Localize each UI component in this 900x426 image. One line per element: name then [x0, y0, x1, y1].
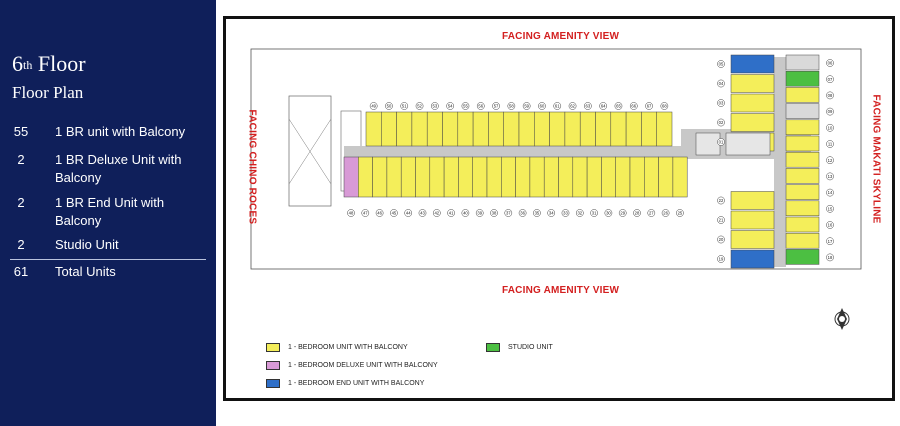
svg-text:01: 01 [718, 139, 724, 145]
unit-number-tag [676, 209, 683, 216]
unit-number-tag [662, 209, 669, 216]
unit-1br [373, 157, 387, 197]
unit-number-tag [826, 205, 833, 212]
svg-text:25: 25 [677, 210, 683, 216]
unit-1br [427, 112, 442, 146]
unit-number-tag [645, 102, 652, 109]
svg-text:60: 60 [539, 103, 545, 109]
svg-text:42: 42 [434, 210, 440, 216]
svg-text:33: 33 [563, 210, 568, 216]
unit-number-tag [447, 102, 454, 109]
unit-number-tag [476, 209, 483, 216]
floor-title: 6th Floor [12, 51, 86, 76]
stat-label: 1 BR unit with Balcony [55, 124, 186, 139]
unit-number-tag [717, 236, 724, 243]
unit-number-tag [648, 209, 655, 216]
unit-number-tag [826, 76, 833, 83]
svg-text:26: 26 [663, 210, 668, 216]
svg-text:15: 15 [827, 206, 833, 212]
unit-1br [731, 114, 774, 132]
unit-1br [565, 112, 580, 146]
unit-number-tag [619, 209, 626, 216]
unit-number-tag [576, 209, 583, 216]
unit-1br [731, 211, 774, 229]
svg-text:35: 35 [534, 210, 540, 216]
svg-text:22: 22 [718, 198, 724, 204]
unit-1br [458, 112, 473, 146]
unit-number-tag [554, 102, 561, 109]
svg-text:20: 20 [718, 237, 724, 243]
unit-number-tag [385, 102, 392, 109]
unit-1br [430, 157, 444, 197]
unit-1br [544, 157, 558, 197]
stat-label: 1 BR End Unit with Balcony [55, 195, 165, 228]
unit-1br [616, 157, 630, 197]
unit-1br [786, 185, 819, 200]
legend-label: 1 - BEDROOM END UNIT WITH BALCONY [288, 380, 425, 387]
svg-text:17: 17 [827, 238, 833, 244]
unit-number-tag [584, 102, 591, 109]
svg-text:64: 64 [600, 103, 606, 109]
unit-number-tag [717, 255, 724, 262]
svg-text:53: 53 [432, 103, 438, 109]
unit-number-tag [717, 60, 724, 67]
legend-label: STUDIO UNIT [508, 344, 553, 351]
legend-swatch [486, 343, 500, 352]
unit-number-tag [826, 254, 833, 261]
svg-text:29: 29 [620, 210, 626, 216]
facing-top-label: FACING AMENITY VIEW [502, 31, 620, 42]
unit-1br [611, 112, 626, 146]
floor-plan-drawing [226, 19, 892, 398]
stat-label: 1 BR Deluxe Unit with Balcony [55, 152, 182, 185]
unit-1br [501, 157, 515, 197]
unit-1br [519, 112, 534, 146]
svg-text:61: 61 [554, 103, 560, 109]
svg-text:04: 04 [718, 81, 724, 87]
unit-number-tag [569, 102, 576, 109]
unit-number-tag [633, 209, 640, 216]
unit-1br [573, 157, 587, 197]
svg-text:37: 37 [505, 210, 511, 216]
unit-1br [559, 157, 573, 197]
unit-1br [786, 217, 819, 232]
unit-1br [587, 157, 601, 197]
unit-number-tag [548, 209, 555, 216]
svg-text:47: 47 [362, 210, 368, 216]
unit-end [731, 250, 774, 268]
unit-number-tag [416, 102, 423, 109]
unit-1br [488, 112, 503, 146]
svg-text:67: 67 [646, 103, 652, 109]
unit-number-tag [630, 102, 637, 109]
svg-text:46: 46 [377, 210, 382, 216]
svg-text:45: 45 [391, 210, 397, 216]
left-panel [0, 0, 216, 426]
svg-text:39: 39 [477, 210, 483, 216]
svg-text:41: 41 [448, 210, 454, 216]
unit-1br [731, 231, 774, 249]
unit-number-tag [538, 102, 545, 109]
unit-number-tag [615, 102, 622, 109]
svg-text:56: 56 [478, 103, 484, 109]
stat-count: 2 [17, 195, 25, 210]
legend-swatch [266, 361, 280, 370]
svg-text:66: 66 [631, 103, 637, 109]
svg-text:34: 34 [548, 210, 554, 216]
unit-1br [516, 157, 530, 197]
unit-1br [673, 157, 687, 197]
svg-text:32: 32 [577, 210, 583, 216]
svg-text:57: 57 [493, 103, 499, 109]
unit-1br [487, 157, 501, 197]
unit-deluxe [344, 157, 358, 197]
svg-text:54: 54 [447, 103, 453, 109]
svg-text:07: 07 [827, 76, 833, 82]
svg-text:05: 05 [718, 61, 724, 67]
unit-number-tag [533, 209, 540, 216]
legend-label: 1 - BEDROOM DELUXE UNIT WITH BALCONY [288, 362, 438, 369]
svg-text:08: 08 [827, 93, 833, 98]
svg-text:10: 10 [827, 125, 833, 131]
unit-number-tag [477, 102, 484, 109]
unit-number-tag [490, 209, 497, 216]
svg-text:13: 13 [827, 174, 833, 179]
unit-1br [644, 157, 658, 197]
unit-1br [731, 75, 774, 93]
svg-text:59: 59 [524, 103, 529, 109]
unit-1br [473, 112, 488, 146]
unit-number-tag [826, 157, 833, 164]
svg-text:06: 06 [827, 60, 833, 66]
svg-text:48: 48 [348, 210, 354, 216]
svg-text:14: 14 [827, 190, 833, 196]
facing-right-label: FACING MAKATI SKYLINE [870, 94, 882, 224]
unit-number-tag [826, 108, 833, 115]
unit-number-tag [717, 99, 724, 106]
floor-subtitle: Floor Plan [12, 83, 84, 102]
unit-1br [443, 112, 458, 146]
unit-1br [731, 94, 774, 112]
service-room [786, 55, 819, 70]
stat-count: 2 [17, 237, 25, 252]
unit-1br [530, 157, 544, 197]
unit-number-tag [519, 209, 526, 216]
svg-text:16: 16 [827, 222, 833, 228]
svg-text:40: 40 [463, 210, 468, 216]
unit-1br [786, 168, 819, 183]
unit-end [731, 55, 774, 73]
unit-1br [630, 157, 644, 197]
unit-1br [731, 192, 774, 210]
unit-number-tag [661, 102, 668, 109]
svg-text:18: 18 [827, 255, 833, 260]
unit-number-tag [826, 173, 833, 180]
unit-1br [381, 112, 396, 146]
svg-text:38: 38 [491, 210, 497, 216]
unit-1br [550, 112, 565, 146]
unit-1br [580, 112, 595, 146]
unit-number-tag [826, 140, 833, 147]
unit-studio [786, 71, 819, 86]
unit-1br [387, 157, 401, 197]
unit-number-tag [376, 209, 383, 216]
units-layer [344, 55, 819, 268]
unit-number-tag [717, 216, 724, 223]
corridor [344, 146, 704, 157]
elevator-core [696, 133, 720, 155]
svg-text:27: 27 [648, 210, 654, 216]
unit-number-tag [419, 209, 426, 216]
unit-number-tag [826, 124, 833, 131]
unit-1br [657, 112, 672, 146]
unit-number-tag [826, 221, 833, 228]
facing-bottom-label: FACING AMENITY VIEW [502, 285, 620, 296]
svg-text:31: 31 [591, 210, 597, 216]
stat-label: Studio Unit [55, 237, 119, 252]
unit-number-tag [505, 209, 512, 216]
svg-text:50: 50 [386, 103, 392, 109]
unit-number-tag [370, 102, 377, 109]
stat-count: 55 [13, 124, 29, 139]
svg-text:68: 68 [662, 103, 667, 109]
unit-number-tag [492, 102, 499, 109]
unit-1br [458, 157, 472, 197]
svg-text:62: 62 [570, 103, 575, 109]
unit-1br [786, 136, 819, 151]
svg-text:49: 49 [371, 103, 376, 109]
unit-number-tag [562, 209, 569, 216]
unit-1br [401, 157, 415, 197]
unit-number-tag [717, 138, 724, 145]
unit-1br [626, 112, 641, 146]
unit-number-tag [717, 80, 724, 87]
unit-1br [416, 157, 430, 197]
unit-1br [786, 233, 819, 248]
unit-1br [659, 157, 673, 197]
unit-number-tag [431, 102, 438, 109]
unit-number-tag [591, 209, 598, 216]
unit-number-tag [390, 209, 397, 216]
unit-number-tag [347, 209, 354, 216]
total-count: 61 [13, 264, 29, 279]
unit-1br [601, 157, 615, 197]
svg-text:65: 65 [616, 103, 621, 109]
svg-text:44: 44 [405, 210, 411, 216]
unit-number-tag [508, 102, 515, 109]
unit-1br [444, 157, 458, 197]
unit-number-tag [826, 238, 833, 245]
svg-text:12: 12 [827, 157, 833, 163]
svg-text:11: 11 [827, 141, 833, 147]
svg-text:02: 02 [718, 120, 724, 126]
legend-label: 1 - BEDROOM UNIT WITH BALCONY [288, 344, 408, 351]
unit-1br [412, 112, 427, 146]
unit-number-tag [605, 209, 612, 216]
unit-1br [786, 152, 819, 167]
unit-number-tag [462, 102, 469, 109]
north-arrow [835, 308, 849, 330]
unit-1br [397, 112, 412, 146]
total-label: Total Units [55, 264, 116, 279]
unit-number-tag [362, 209, 369, 216]
unit-1br [534, 112, 549, 146]
unit-1br [596, 112, 611, 146]
unit-number-tag [433, 209, 440, 216]
unit-number-tag [448, 209, 455, 216]
unit-number-tag [717, 197, 724, 204]
unit-studio [786, 249, 819, 264]
unit-1br [786, 120, 819, 135]
unit-1br [786, 87, 819, 102]
svg-text:58: 58 [509, 103, 514, 109]
unit-1br [786, 201, 819, 216]
svg-text:51: 51 [401, 103, 407, 109]
unit-1br [366, 112, 381, 146]
svg-text:21: 21 [718, 217, 724, 223]
unit-number-tag [600, 102, 607, 109]
lobby-core [726, 133, 770, 155]
unit-number-tag [401, 102, 408, 109]
svg-text:30: 30 [606, 210, 611, 216]
svg-text:43: 43 [420, 210, 425, 216]
unit-1br [473, 157, 487, 197]
service-room [786, 104, 819, 119]
facing-left-label: FACING CHINO ROCES [246, 109, 258, 225]
unit-1br [504, 112, 519, 146]
svg-text:28: 28 [634, 210, 640, 216]
svg-text:03: 03 [718, 100, 724, 106]
tower-corridor [774, 57, 786, 267]
svg-text:36: 36 [520, 210, 525, 216]
svg-text:55: 55 [463, 103, 468, 109]
unit-number-tag [717, 119, 724, 126]
legend-swatch [266, 379, 280, 388]
unit-number-tag [826, 59, 833, 66]
stat-count: 2 [17, 152, 25, 167]
svg-text:09: 09 [827, 109, 833, 115]
svg-text:63: 63 [585, 103, 591, 109]
stats-divider [10, 259, 206, 260]
floor-plan-frame [223, 16, 895, 401]
unit-number-tag [462, 209, 469, 216]
svg-text:19: 19 [718, 256, 724, 262]
unit-number-tag [405, 209, 412, 216]
svg-text:52: 52 [417, 103, 422, 109]
unit-number-tag [826, 189, 833, 196]
legend-swatch [266, 343, 280, 352]
unit-1br [358, 157, 372, 197]
unit-number-tag [523, 102, 530, 109]
unit-1br [641, 112, 656, 146]
unit-number-tag [826, 92, 833, 99]
